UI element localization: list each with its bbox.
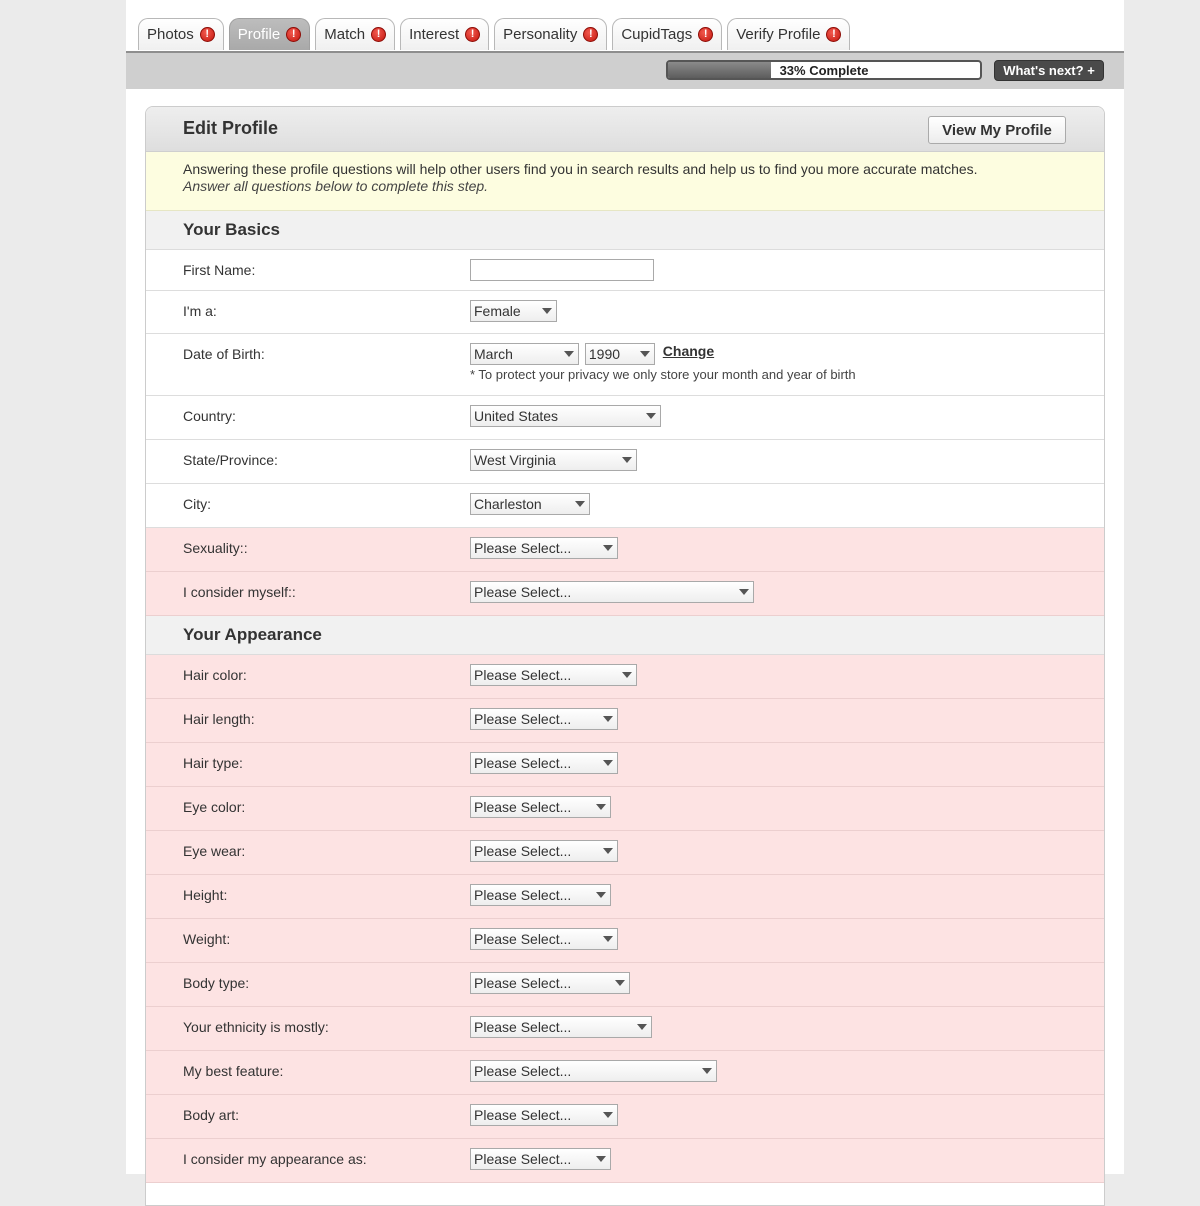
- chevron-down-icon: [542, 308, 552, 314]
- alert-icon: !: [286, 27, 301, 42]
- birth-year-select[interactable]: [585, 343, 655, 365]
- tab-profile[interactable]: [229, 18, 311, 50]
- select-value: March: [474, 346, 513, 362]
- eye-wear-select[interactable]: [470, 840, 618, 862]
- chevron-down-icon: [564, 351, 574, 357]
- tab-label: Profile: [237, 26, 281, 43]
- select-value: Please Select...: [474, 799, 572, 815]
- chevron-down-icon: [603, 545, 613, 551]
- sexuality-select[interactable]: [470, 537, 618, 559]
- select-value: West Virginia: [474, 452, 556, 468]
- hair-length-select[interactable]: [470, 708, 618, 730]
- profile-tabs: [138, 18, 850, 52]
- tab-photos[interactable]: [138, 18, 224, 50]
- state-select[interactable]: [470, 449, 637, 471]
- row-eye-color: [146, 787, 1104, 831]
- select-value: United States: [474, 408, 559, 424]
- edit-profile-panel: [145, 106, 1105, 1206]
- field-label: Sexuality::: [183, 540, 248, 556]
- profile-progress-bar: [666, 60, 982, 80]
- row-eye-wear: [146, 831, 1104, 875]
- whats-next-button[interactable]: What's next? +: [994, 60, 1104, 81]
- weight-select[interactable]: [470, 928, 618, 950]
- tab-label: Match: [324, 26, 366, 43]
- field-label: I consider myself::: [183, 584, 296, 600]
- row-hair-length: [146, 699, 1104, 743]
- row-state: [146, 440, 1104, 484]
- row-appearance-rating: [146, 1139, 1104, 1183]
- row-height: [146, 875, 1104, 919]
- body-type-select[interactable]: [470, 972, 630, 994]
- row-first-name: [146, 250, 1104, 291]
- chevron-down-icon: [575, 501, 585, 507]
- height-select[interactable]: [470, 884, 611, 906]
- row-city: [146, 484, 1104, 528]
- field-label: Eye color:: [183, 799, 246, 815]
- chevron-down-icon: [739, 589, 749, 595]
- tab-personality[interactable]: [494, 18, 607, 50]
- view-my-profile-button[interactable]: View My Profile: [928, 116, 1066, 144]
- select-value: Please Select...: [474, 1107, 572, 1123]
- body-art-select[interactable]: [470, 1104, 618, 1126]
- alert-icon: !: [371, 27, 386, 42]
- tab-interest[interactable]: [400, 18, 489, 50]
- tab-label: Photos: [147, 26, 194, 43]
- field-label: Your ethnicity is mostly:: [183, 1019, 329, 1035]
- notice-instruction: Answer all questions below to complete this step.: [183, 178, 489, 194]
- chevron-down-icon: [596, 804, 606, 810]
- alert-icon: !: [465, 27, 480, 42]
- row-hair-color: [146, 655, 1104, 699]
- tab-match[interactable]: [315, 18, 395, 50]
- row-country: [146, 396, 1104, 440]
- row-body-art: [146, 1095, 1104, 1139]
- first-name-input[interactable]: [470, 259, 654, 281]
- eye-color-select[interactable]: [470, 796, 611, 818]
- progress-label: 33% Complete: [779, 62, 869, 78]
- field-label: Eye wear:: [183, 843, 246, 859]
- field-label: I consider my appearance as:: [183, 1151, 367, 1167]
- chevron-down-icon: [603, 760, 613, 766]
- page-title: Edit Profile: [183, 118, 279, 138]
- progress-strip: [126, 51, 1124, 89]
- chevron-down-icon: [622, 457, 632, 463]
- select-value: Please Select...: [474, 755, 572, 771]
- hair-type-select[interactable]: [470, 752, 618, 774]
- row-hair-type: [146, 743, 1104, 787]
- chevron-down-icon: [603, 1112, 613, 1118]
- section-heading-appearance: Your Appearance: [146, 616, 1104, 655]
- chevron-down-icon: [646, 413, 656, 419]
- field-label: I'm a:: [183, 303, 217, 319]
- change-dob-link[interactable]: Change: [662, 343, 715, 359]
- field-label: State/Province:: [183, 452, 278, 468]
- birth-month-select[interactable]: [470, 343, 579, 365]
- chevron-down-icon: [702, 1068, 712, 1074]
- alert-icon: !: [583, 27, 598, 42]
- appearance-rating-select[interactable]: [470, 1148, 611, 1170]
- section-heading-basics: Your Basics: [146, 211, 1104, 250]
- select-value: Charleston: [474, 496, 542, 512]
- select-value: Please Select...: [474, 1019, 572, 1035]
- select-value: Please Select...: [474, 584, 572, 600]
- row-ethnicity: [146, 1007, 1104, 1051]
- tab-label: Interest: [409, 26, 460, 43]
- select-value: Please Select...: [474, 711, 572, 727]
- field-label: Height:: [183, 887, 228, 903]
- panel-header: [146, 107, 1104, 152]
- row-consider-myself: [146, 572, 1104, 616]
- tab-label: CupidTags: [621, 26, 693, 43]
- select-value: Please Select...: [474, 1151, 572, 1167]
- field-label: Body type:: [183, 975, 250, 991]
- alert-icon: !: [698, 27, 713, 42]
- alert-icon: !: [200, 27, 215, 42]
- row-best-feature: [146, 1051, 1104, 1095]
- select-value: Please Select...: [474, 1063, 572, 1079]
- field-label: Body art:: [183, 1107, 240, 1123]
- select-value: Female: [474, 303, 521, 319]
- chevron-down-icon: [615, 980, 625, 986]
- row-date-of-birth: [146, 334, 1104, 396]
- best-feature-select[interactable]: [470, 1060, 717, 1082]
- tab-verify-profile[interactable]: [727, 18, 850, 50]
- hair-color-select[interactable]: [470, 664, 637, 686]
- chevron-down-icon: [596, 1156, 606, 1162]
- ethnicity-select[interactable]: [470, 1016, 652, 1038]
- field-label: Country:: [183, 408, 236, 424]
- row-gender: [146, 291, 1104, 334]
- alert-icon: !: [826, 27, 841, 42]
- select-value: Please Select...: [474, 975, 572, 991]
- tab-label: Verify Profile: [736, 26, 821, 43]
- country-select[interactable]: [470, 405, 661, 427]
- field-label: City:: [183, 496, 211, 512]
- select-value: Please Select...: [474, 887, 572, 903]
- chevron-down-icon: [640, 351, 650, 357]
- field-label: Hair type:: [183, 755, 243, 771]
- tab-label: Personality: [503, 26, 578, 43]
- field-label: Hair color:: [183, 667, 247, 683]
- field-label: First Name:: [183, 262, 256, 278]
- field-label: Weight:: [183, 931, 231, 947]
- chevron-down-icon: [603, 936, 613, 942]
- chevron-down-icon: [622, 672, 632, 678]
- field-label: My best feature:: [183, 1063, 284, 1079]
- info-notice: [146, 152, 1104, 211]
- select-value: Please Select...: [474, 667, 572, 683]
- select-value: Please Select...: [474, 843, 572, 859]
- chevron-down-icon: [603, 716, 613, 722]
- field-label: Hair length:: [183, 711, 255, 727]
- consider-myself-select[interactable]: [470, 581, 754, 603]
- row-sexuality: [146, 528, 1104, 572]
- city-select[interactable]: [470, 493, 590, 515]
- row-body-type: [146, 963, 1104, 1007]
- select-value: Please Select...: [474, 931, 572, 947]
- gender-select[interactable]: [470, 300, 557, 322]
- chevron-down-icon: [603, 848, 613, 854]
- select-value: 1990: [588, 346, 621, 362]
- page: [126, 0, 1124, 1174]
- dob-privacy-hint: * To protect your privacy we only store your month and year of birth: [470, 367, 856, 382]
- row-weight: [146, 919, 1104, 963]
- tab-cupidtags[interactable]: [612, 18, 722, 50]
- chevron-down-icon: [637, 1024, 647, 1030]
- notice-text: Answering these profile questions will help other users find you in search results and help us to find you more accurate matches.: [183, 161, 978, 177]
- chevron-down-icon: [596, 892, 606, 898]
- select-value: Please Select...: [474, 540, 572, 556]
- field-label: Date of Birth:: [183, 346, 265, 362]
